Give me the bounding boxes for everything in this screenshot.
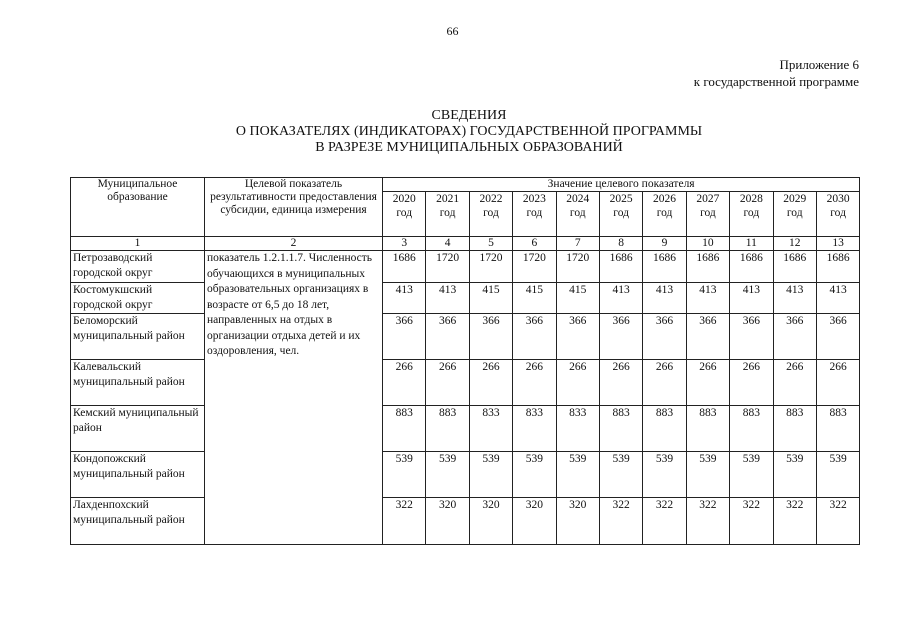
- value-cell: 883: [426, 406, 469, 452]
- value-cell: 413: [686, 283, 729, 314]
- value-cell: 322: [599, 498, 642, 545]
- value-cell: 833: [469, 406, 512, 452]
- value-cell: 539: [556, 452, 599, 498]
- column-number: 12: [773, 237, 816, 251]
- table-row: [71, 251, 860, 283]
- value-cell: 1686: [383, 251, 426, 283]
- value-cell: 413: [730, 283, 773, 314]
- value-cell: 1686: [816, 251, 859, 283]
- value-cell: 883: [816, 406, 859, 452]
- table-row: [71, 406, 860, 452]
- header-indicator: Целевой показатель результативности предоставления субсидии, единица измерения: [205, 178, 383, 237]
- document-title: [0, 108, 905, 156]
- column-number: 2: [205, 237, 383, 251]
- column-number: 5: [469, 237, 512, 251]
- value-cell: 266: [816, 360, 859, 406]
- value-cell: 320: [469, 498, 512, 545]
- value-cell: 413: [426, 283, 469, 314]
- page-number: 66: [446, 24, 459, 38]
- appendix-note: [694, 56, 859, 90]
- title-line-2: О ПОКАЗАТЕЛЯХ (ИНДИКАТОРАХ) ГОСУДАРСТВЕННОЙ ПРОГРАММЫ: [235, 124, 703, 139]
- value-cell: 366: [599, 314, 642, 360]
- value-cell: 366: [643, 314, 686, 360]
- municipality-name: Кемский муниципальный район: [71, 406, 205, 452]
- value-cell: 322: [643, 498, 686, 545]
- value-cell: 322: [730, 498, 773, 545]
- value-cell: 539: [383, 452, 426, 498]
- value-cell: 539: [599, 452, 642, 498]
- value-cell: 366: [730, 314, 773, 360]
- table-row: [71, 498, 860, 545]
- header-year: 2021 год: [426, 192, 469, 237]
- value-cell: 366: [686, 314, 729, 360]
- value-cell: 539: [816, 452, 859, 498]
- column-number: 10: [686, 237, 729, 251]
- header-year: 2022 год: [469, 192, 512, 237]
- value-cell: 322: [773, 498, 816, 545]
- value-cell: 883: [730, 406, 773, 452]
- column-number: 13: [816, 237, 859, 251]
- value-cell: 539: [643, 452, 686, 498]
- value-cell: 413: [643, 283, 686, 314]
- value-cell: 266: [469, 360, 512, 406]
- title-line-1: СВЕДЕНИЯ: [431, 108, 507, 123]
- municipality-name: Кондопожский муниципальный район: [71, 452, 205, 498]
- value-cell: 413: [816, 283, 859, 314]
- header-year: 2025 год: [599, 192, 642, 237]
- value-cell: 366: [513, 314, 556, 360]
- value-cell: 366: [773, 314, 816, 360]
- value-cell: 266: [513, 360, 556, 406]
- column-number: 3: [383, 237, 426, 251]
- value-cell: 539: [773, 452, 816, 498]
- municipality-name: Калевальский муниципальный район: [71, 360, 205, 406]
- value-cell: 415: [469, 283, 512, 314]
- header-year: 2026 год: [643, 192, 686, 237]
- value-cell: 883: [686, 406, 729, 452]
- title-line-3: В РАЗРЕЗЕ МУНИЦИПАЛЬНЫХ ОБРАЗОВАНИЙ: [315, 140, 623, 155]
- header-value-group: Значение целевого показателя: [383, 178, 860, 192]
- value-cell: 366: [469, 314, 512, 360]
- value-cell: 322: [383, 498, 426, 545]
- value-cell: 366: [383, 314, 426, 360]
- header-year: 2027 год: [686, 192, 729, 237]
- value-cell: 1686: [599, 251, 642, 283]
- value-cell: 539: [426, 452, 469, 498]
- value-cell: 266: [773, 360, 816, 406]
- table-row: [71, 360, 860, 406]
- value-cell: 266: [730, 360, 773, 406]
- value-cell: 1720: [556, 251, 599, 283]
- indicator-description: показатель 1.2.1.1.7. Численность обучающихся в муниципальных образовательных организациях в возрасте от 6,5 до 18 лет, направленных на отдых в организации отдыха детей и их оздоровления, чел.: [205, 251, 383, 545]
- value-cell: 1686: [730, 251, 773, 283]
- value-cell: 320: [426, 498, 469, 545]
- municipality-name: Лахденпохский муниципальный район: [71, 498, 205, 545]
- value-cell: 883: [643, 406, 686, 452]
- value-cell: 415: [556, 283, 599, 314]
- appendix-line-1: Приложение 6: [779, 57, 859, 72]
- table-row: [71, 452, 860, 498]
- table-row: [71, 314, 860, 360]
- value-cell: 413: [599, 283, 642, 314]
- value-cell: 266: [599, 360, 642, 406]
- value-cell: 1720: [426, 251, 469, 283]
- header-year: 2029 год: [773, 192, 816, 237]
- value-cell: 883: [383, 406, 426, 452]
- value-cell: 266: [426, 360, 469, 406]
- value-cell: 539: [469, 452, 512, 498]
- header-year: 2028 год: [730, 192, 773, 237]
- value-cell: 833: [513, 406, 556, 452]
- value-cell: 266: [383, 360, 426, 406]
- value-cell: 266: [643, 360, 686, 406]
- column-number: 6: [513, 237, 556, 251]
- value-cell: 320: [513, 498, 556, 545]
- value-cell: 539: [730, 452, 773, 498]
- value-cell: 883: [773, 406, 816, 452]
- value-cell: 366: [426, 314, 469, 360]
- value-cell: 883: [599, 406, 642, 452]
- header-municipality: Муниципальное образование: [71, 178, 205, 237]
- value-cell: 322: [686, 498, 729, 545]
- value-cell: 266: [686, 360, 729, 406]
- value-cell: 266: [556, 360, 599, 406]
- value-cell: 1686: [643, 251, 686, 283]
- value-cell: 366: [816, 314, 859, 360]
- value-cell: 539: [513, 452, 556, 498]
- column-number: 8: [599, 237, 642, 251]
- indicators-table: [70, 177, 860, 545]
- value-cell: 415: [513, 283, 556, 314]
- column-number: 11: [730, 237, 773, 251]
- header-year: 2030 год: [816, 192, 859, 237]
- value-cell: 366: [556, 314, 599, 360]
- value-cell: 833: [556, 406, 599, 452]
- value-cell: 413: [773, 283, 816, 314]
- value-cell: 320: [556, 498, 599, 545]
- value-cell: 1720: [513, 251, 556, 283]
- column-number: 9: [643, 237, 686, 251]
- column-number: 4: [426, 237, 469, 251]
- municipality-name: Петрозаводский городской округ: [71, 251, 205, 283]
- appendix-line-2: к государственной программе: [693, 74, 859, 89]
- value-cell: 1720: [469, 251, 512, 283]
- table-row: [71, 283, 860, 314]
- value-cell: 322: [816, 498, 859, 545]
- column-number: 7: [556, 237, 599, 251]
- header-year: 2024 год: [556, 192, 599, 237]
- municipality-name: Костомукшский городской округ: [71, 283, 205, 314]
- column-number: 1: [71, 237, 205, 251]
- value-cell: 1686: [686, 251, 729, 283]
- header-year: 2023 год: [513, 192, 556, 237]
- value-cell: 539: [686, 452, 729, 498]
- value-cell: 1686: [773, 251, 816, 283]
- value-cell: 413: [383, 283, 426, 314]
- header-year: 2020 год: [383, 192, 426, 237]
- municipality-name: Беломорский муниципальный район: [71, 314, 205, 360]
